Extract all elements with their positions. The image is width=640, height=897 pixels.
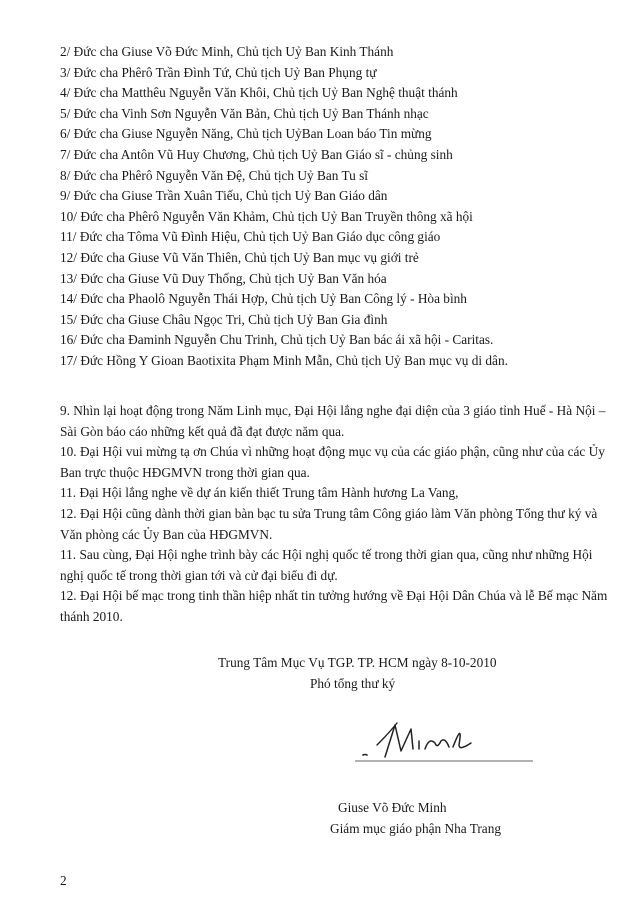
closing-block bbox=[218, 653, 598, 694]
paragraph: 11. Sau cùng, Đại Hội nghe trình bày các Hội nghị quốc tế trong thời gian qua, cũng như những Hội nghị quốc tế trong thời gian tới và cử đại biểu đi dự. bbox=[60, 547, 593, 583]
committee-item: 12/ Đức cha Giuse Vũ Văn Thiên, Chủ tịch Uỷ Ban mục vụ giới trẻ bbox=[60, 249, 419, 265]
paragraph: 12. Đại Hội cũng dành thời gian bàn bạc tu sửa Trung tâm Công giáo làm Văn phòng Tổng thư ký và Văn phòng các Ủy Ban của HĐGMVN. bbox=[60, 505, 598, 542]
committee-item: 10/ Đức cha Phêrô Nguyễn Văn Khảm, Chủ tịch Uỷ Ban Truyền thông xã hội bbox=[60, 208, 473, 224]
paragraph: 10. Đại Hội vui mừng tạ ơn Chúa vì những hoạt động mục vụ của các giáo phận, cũng như của các Ủy Ban trực thuộc HĐGMVN trong thời gian qua. bbox=[60, 444, 605, 480]
committee-item: 17/ Đức Hồng Y Gioan Baotixita Phạm Minh Mẫn, Chủ tịch Uỷ Ban mục vụ di dân. bbox=[60, 352, 508, 368]
place-date: Trung Tâm Mục Vụ TGP. TP. HCM ngày 8-10-2010 bbox=[218, 655, 497, 670]
page-number: 2 bbox=[60, 873, 67, 888]
committee-item: 15/ Đức cha Giuse Châu Ngọc Tri, Chủ tịch Uỷ Ban Gia đình bbox=[60, 311, 388, 327]
committee-item: 16/ Đức cha Đaminh Nguyễn Chu Trinh, Chủ tịch Uỷ Ban bác ái xã hội - Caritas. bbox=[60, 332, 494, 348]
committee-item: 3/ Đức cha Phêrô Trần Đình Tứ, Chủ tịch Uỷ Ban Phụng tự bbox=[60, 64, 377, 80]
paragraph: 9. Nhìn lại hoạt động trong Năm Linh mục, Đại Hội lắng nghe đại diện của 3 giáo tỉnh Huế - Hà Nội – Sài Gòn báo cáo những kết quả đã đạt được năm qua. bbox=[60, 403, 606, 439]
committee-item: 11/ Đức cha Tôma Vũ Đình Hiệu, Chủ tịch Uỷ Ban Giáo dục công giáo bbox=[60, 229, 441, 245]
committee-item: 14/ Đức cha Phaolô Nguyễn Thái Hợp, Chủ tịch Uỷ Ban Công lý - Hòa bình bbox=[60, 291, 467, 307]
signer-name: Giuse Võ Đức Minh bbox=[338, 800, 447, 815]
committee-item: 7/ Đức cha Antôn Vũ Huy Chương, Chủ tịch Uỷ Ban Giáo sĩ - chủng sinh bbox=[60, 146, 453, 162]
committee-item: 13/ Đức cha Giuse Vũ Duy Thống, Chủ tịch Uỷ Ban Văn hóa bbox=[60, 270, 387, 286]
handwritten-signature bbox=[355, 715, 535, 765]
committee-item: 5/ Đức cha Vinh Sơn Nguyễn Văn Bản, Chủ tịch Uỷ Ban Thánh nhạc bbox=[60, 105, 429, 121]
committee-item: 2/ Đức cha Giuse Võ Đức Minh, Chủ tịch Uỷ Ban Kinh Thánh bbox=[60, 44, 394, 59]
signer-block bbox=[330, 798, 590, 839]
committee-item: 8/ Đức cha Phêrô Nguyễn Văn Đệ, Chủ tịch Uỷ Ban Tu sĩ bbox=[60, 167, 368, 183]
committee-item: 4/ Đức cha Matthêu Nguyễn Văn Khôi, Chủ tịch Uỷ Ban Nghệ thuật thánh bbox=[60, 85, 458, 101]
paragraph: 12. Đại Hội bế mạc trong tinh thần hiệp nhất tin tưởng hướng về Đại Hội Dân Chúa và lễ Bế mạc Năm thánh 2010. bbox=[60, 588, 608, 624]
signer-title: Giám mục giáo phận Nha Trang bbox=[330, 820, 501, 836]
committee-item: 9/ Đức cha Giuse Trần Xuân Tiếu, Chủ tịch Uỷ Ban Giáo dân bbox=[60, 188, 388, 204]
signer-role: Phó tổng thư ký bbox=[310, 675, 396, 691]
committee-list bbox=[60, 42, 605, 372]
committee-item: 6/ Đức cha Giuse Nguyễn Năng, Chủ tịch UỷBan Loan báo Tin mừng bbox=[60, 126, 432, 142]
paragraph: 11. Đại Hội lắng nghe về dự án kiến thiết Trung tâm Hành hương La Vang, bbox=[60, 485, 459, 501]
resolution-paragraphs bbox=[60, 401, 608, 628]
